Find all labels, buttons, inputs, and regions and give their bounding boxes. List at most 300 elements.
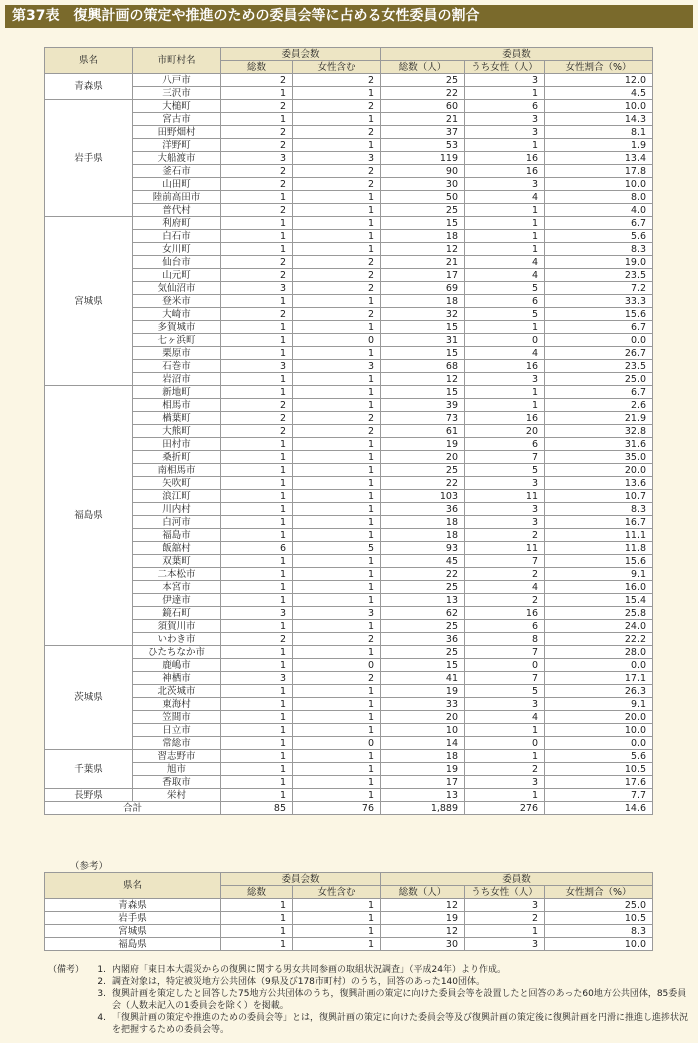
municipality-cell: ひたちなか市 [133,646,221,659]
members-women-cell: 2 [465,529,545,542]
committee-total-cell: 1 [221,737,293,750]
municipality-cell: 田野畑村 [133,126,221,139]
committee-total-cell: 1 [221,230,293,243]
women-ratio-cell: 8.1 [545,126,653,139]
members-women-cell: 1 [465,789,545,802]
committee-total-cell: 1 [221,87,293,100]
committee-incl-women-cell: 1 [293,477,381,490]
women-ratio-cell: 4.0 [545,204,653,217]
main-table-body [45,74,653,815]
table-row [45,256,653,269]
ref-m-total-cell: 12 [381,925,465,938]
members-women-cell: 6 [465,438,545,451]
committee-total-cell: 2 [221,100,293,113]
members-total-cell: 22 [381,568,465,581]
members-total-cell: 21 [381,113,465,126]
committee-total-cell: 1 [221,581,293,594]
members-women-cell: 0 [465,334,545,347]
total-row [45,802,653,815]
municipality-cell: 伊達市 [133,594,221,607]
committee-incl-women-cell: 1 [293,776,381,789]
women-ratio-cell: 9.1 [545,568,653,581]
table-row [45,529,653,542]
table-row [45,737,653,750]
ref-c-total-cell: 1 [221,899,293,912]
committee-incl-women-cell: 2 [293,178,381,191]
members-women-cell: 1 [465,230,545,243]
committee-total-cell: 1 [221,243,293,256]
municipality-cell: 相馬市 [133,399,221,412]
reference-row [45,938,653,951]
committee-incl-women-cell: 0 [293,659,381,672]
table-row [45,490,653,503]
note-indent [48,976,88,988]
women-ratio-cell: 9.1 [545,698,653,711]
main-table-wrap [44,47,652,815]
table-row [45,503,653,516]
members-total-cell: 37 [381,126,465,139]
committee-total-cell: 1 [221,529,293,542]
committee-incl-women-cell: 2 [293,100,381,113]
header-pref: 県名 [45,48,133,74]
committee-total-cell: 1 [221,555,293,568]
committee-total-cell: 3 [221,672,293,685]
members-total-cell: 103 [381,490,465,503]
municipality-cell: 山田町 [133,178,221,191]
committee-incl-women-cell: 2 [293,633,381,646]
ref-c-total-cell: 1 [221,925,293,938]
committee-incl-women-cell: 5 [293,542,381,555]
members-total-cell: 93 [381,542,465,555]
women-ratio-cell: 21.9 [545,412,653,425]
ref-prefecture-cell: 岩手県 [45,912,221,925]
committee-total-cell: 1 [221,594,293,607]
women-ratio-cell: 33.3 [545,295,653,308]
committee-incl-women-cell: 2 [293,256,381,269]
committee-total-cell: 1 [221,750,293,763]
members-total-cell: 10 [381,724,465,737]
ref-header-members-total: 総数（人） [381,886,465,899]
members-women-cell: 6 [465,100,545,113]
table-row [45,217,653,230]
table-row [45,607,653,620]
committee-total-cell: 1 [221,321,293,334]
members-total-cell: 15 [381,321,465,334]
members-total-cell: 17 [381,269,465,282]
women-ratio-cell: 11.8 [545,542,653,555]
table-row [45,87,653,100]
members-women-cell: 5 [465,685,545,698]
members-total-cell: 119 [381,152,465,165]
committee-total-cell: 1 [221,477,293,490]
municipality-cell: 鏡石町 [133,607,221,620]
women-ratio-cell: 17.8 [545,165,653,178]
table-row [45,685,653,698]
municipality-cell: 大槌町 [133,100,221,113]
committee-total-cell: 1 [221,698,293,711]
committee-incl-women-cell: 1 [293,113,381,126]
table-row [45,74,653,87]
municipality-cell: 釜石市 [133,165,221,178]
table-row [45,204,653,217]
women-ratio-cell: 10.0 [545,724,653,737]
table-row [45,425,653,438]
members-total-cell: 36 [381,633,465,646]
notes-list [48,964,688,1036]
committee-total-cell: 3 [221,152,293,165]
members-total-cell: 36 [381,503,465,516]
table-row [45,347,653,360]
members-total-cell: 18 [381,516,465,529]
table-row [45,412,653,425]
committee-incl-women-cell: 1 [293,87,381,100]
prefecture-cell: 長野県 [45,789,133,802]
committee-incl-women-cell: 1 [293,568,381,581]
committee-total-cell: 2 [221,269,293,282]
members-total-cell: 13 [381,789,465,802]
committee-incl-women-cell: 1 [293,386,381,399]
ref-c-women-cell: 1 [293,899,381,912]
committee-total-cell: 1 [221,464,293,477]
reference-table-header [45,873,653,899]
note-text: 復興計画を策定したと回答した75地方公共団体のうち，復興計画の策定に向けた委員会等を設置したと回答のあった60地方公共団体，85委員会（人数未記入の1委員会を除く）を掲載。 [112,989,687,1011]
municipality-cell: 岩沼市 [133,373,221,386]
prefecture-cell: 岩手県 [45,100,133,217]
note-indent [48,988,88,1012]
header-members-women: うち女性（人） [465,61,545,74]
committee-incl-women-cell: 1 [293,399,381,412]
ref-m-total-cell: 12 [381,899,465,912]
table-row [45,620,653,633]
members-women-cell: 16 [465,165,545,178]
members-total-cell: 13 [381,594,465,607]
table-row [45,308,653,321]
municipality-cell: 桑折町 [133,451,221,464]
table-row [45,139,653,152]
committee-incl-women-cell: 1 [293,516,381,529]
committee-total-cell: 2 [221,126,293,139]
committee-incl-women-cell: 1 [293,295,381,308]
members-women-cell: 1 [465,243,545,256]
table-row [45,152,653,165]
note-number: 1. [97,965,106,975]
municipality-cell: 陸前高田市 [133,191,221,204]
municipality-cell: 仙台市 [133,256,221,269]
women-ratio-cell: 14.3 [545,113,653,126]
members-women-cell: 3 [465,776,545,789]
members-women-cell: 8 [465,633,545,646]
ref-m-women-cell: 2 [465,912,545,925]
table-row [45,113,653,126]
committee-incl-women-cell: 1 [293,204,381,217]
ref-header-members-group: 委員数 [381,873,653,886]
women-ratio-cell: 0.0 [545,334,653,347]
note-text: 「復興計画の策定や推進のための委員会等」とは，復興計画の策定に向けた委員会等及び復興計画の策定後に復興計画を円滑に推進し進捗状況を把握するための委員会等。 [112,1013,689,1035]
ref-ratio-cell: 10.0 [545,938,653,951]
members-total-cell: 31 [381,334,465,347]
committee-incl-women-cell: 1 [293,464,381,477]
members-women-cell: 1 [465,139,545,152]
committee-incl-women-cell: 1 [293,698,381,711]
committee-total-cell: 3 [221,607,293,620]
table-row [45,750,653,763]
committee-incl-women-cell: 1 [293,438,381,451]
table-row [45,698,653,711]
women-ratio-cell: 1.9 [545,139,653,152]
table-row [45,451,653,464]
committee-incl-women-cell: 2 [293,412,381,425]
ref-c-total-cell: 1 [221,912,293,925]
municipality-cell: 女川町 [133,243,221,256]
municipality-cell: 常総市 [133,737,221,750]
municipality-cell: 鹿嶋市 [133,659,221,672]
members-total-cell: 25 [381,464,465,477]
members-total-cell: 50 [381,191,465,204]
total-ratio-cell: 14.6 [545,802,653,815]
committee-incl-women-cell: 1 [293,451,381,464]
members-women-cell: 1 [465,724,545,737]
main-table-header [45,48,653,74]
committee-incl-women-cell: 2 [293,269,381,282]
table-row [45,334,653,347]
members-women-cell: 1 [465,399,545,412]
members-women-cell: 1 [465,217,545,230]
municipality-cell: 石巻市 [133,360,221,373]
members-total-cell: 53 [381,139,465,152]
committee-incl-women-cell: 0 [293,334,381,347]
municipality-cell: 川内村 [133,503,221,516]
municipality-cell: 白河市 [133,516,221,529]
committee-incl-women-cell: 1 [293,373,381,386]
members-women-cell: 3 [465,178,545,191]
women-ratio-cell: 6.7 [545,217,653,230]
table-row [45,464,653,477]
note-item [48,988,688,1012]
table-row [45,724,653,737]
municipality-cell: 浪江町 [133,490,221,503]
members-women-cell: 4 [465,581,545,594]
members-total-cell: 18 [381,750,465,763]
committee-total-cell: 1 [221,503,293,516]
municipality-cell: 田村市 [133,438,221,451]
municipality-cell: 二本松市 [133,568,221,581]
committee-total-cell: 1 [221,685,293,698]
members-women-cell: 11 [465,490,545,503]
note-indent [48,1012,88,1036]
committee-total-cell: 2 [221,425,293,438]
committee-total-cell: 1 [221,711,293,724]
committee-incl-women-cell: 1 [293,724,381,737]
members-total-cell: 32 [381,308,465,321]
municipality-cell: 山元町 [133,269,221,282]
women-ratio-cell: 15.4 [545,594,653,607]
committee-incl-women-cell: 3 [293,360,381,373]
committee-total-cell: 1 [221,763,293,776]
table-row [45,711,653,724]
committee-total-cell: 1 [221,789,293,802]
table-row [45,659,653,672]
header-members-total: 総数（人） [381,61,465,74]
members-total-cell: 45 [381,555,465,568]
notes-head: （備考） [48,965,85,975]
total-label: 合計 [45,802,221,815]
members-total-cell: 20 [381,451,465,464]
committee-total-cell: 1 [221,776,293,789]
members-women-cell: 7 [465,451,545,464]
main-table [44,47,653,815]
municipality-cell: 登米市 [133,295,221,308]
header-committee-total: 総数 [221,61,293,74]
municipality-cell: 宮古市 [133,113,221,126]
municipality-cell: 七ヶ浜町 [133,334,221,347]
committee-incl-women-cell: 2 [293,126,381,139]
committee-total-cell: 3 [221,360,293,373]
members-women-cell: 16 [465,607,545,620]
women-ratio-cell: 8.3 [545,503,653,516]
table-row [45,295,653,308]
committee-total-cell: 1 [221,646,293,659]
members-women-cell: 5 [465,282,545,295]
members-women-cell: 0 [465,659,545,672]
members-total-cell: 25 [381,204,465,217]
reference-table-wrap [44,872,652,951]
municipality-cell: 洋野町 [133,139,221,152]
members-women-cell: 3 [465,516,545,529]
women-ratio-cell: 8.0 [545,191,653,204]
women-ratio-cell: 2.6 [545,399,653,412]
women-ratio-cell: 35.0 [545,451,653,464]
prefecture-cell: 千葉県 [45,750,133,789]
women-ratio-cell: 5.6 [545,230,653,243]
members-women-cell: 3 [465,74,545,87]
committee-total-cell: 1 [221,724,293,737]
members-total-cell: 17 [381,776,465,789]
women-ratio-cell: 26.3 [545,685,653,698]
members-women-cell: 2 [465,568,545,581]
committee-incl-women-cell: 1 [293,789,381,802]
table-row [45,399,653,412]
members-women-cell: 4 [465,711,545,724]
committee-incl-women-cell: 2 [293,308,381,321]
municipality-cell: 習志野市 [133,750,221,763]
municipality-cell: 気仙沼市 [133,282,221,295]
prefecture-cell: 茨城県 [45,646,133,750]
table-row [45,191,653,204]
note-number: 4. [97,1013,106,1023]
municipality-cell: 栗原市 [133,347,221,360]
members-total-cell: 22 [381,477,465,490]
committee-total-cell: 1 [221,659,293,672]
committee-incl-women-cell: 2 [293,74,381,87]
note-item [48,976,688,988]
ref-header-committee-total: 総数 [221,886,293,899]
note-item [48,1012,688,1036]
municipality-cell: 南相馬市 [133,464,221,477]
committee-total-cell: 1 [221,334,293,347]
reference-label: （参考） [70,861,109,872]
members-women-cell: 16 [465,360,545,373]
members-women-cell: 4 [465,269,545,282]
members-women-cell: 16 [465,412,545,425]
women-ratio-cell: 31.6 [545,438,653,451]
ref-c-women-cell: 1 [293,912,381,925]
women-ratio-cell: 15.6 [545,308,653,321]
note-number: 2. [97,977,106,987]
ref-m-total-cell: 19 [381,912,465,925]
women-ratio-cell: 26.7 [545,347,653,360]
members-women-cell: 3 [465,477,545,490]
header-committees-group: 委員会数 [221,48,381,61]
members-women-cell: 1 [465,750,545,763]
total-m-total-cell: 1,889 [381,802,465,815]
total-c-total-cell: 85 [221,802,293,815]
municipality-cell: 八戸市 [133,74,221,87]
table-row [45,100,653,113]
table-row [45,373,653,386]
women-ratio-cell: 5.6 [545,750,653,763]
women-ratio-cell: 15.6 [545,555,653,568]
members-women-cell: 2 [465,763,545,776]
committee-total-cell: 2 [221,399,293,412]
municipality-cell: いわき市 [133,633,221,646]
committee-incl-women-cell: 1 [293,711,381,724]
table-row [45,269,653,282]
table-row [45,763,653,776]
members-total-cell: 18 [381,295,465,308]
header-members-group: 委員数 [381,48,653,61]
reference-row [45,912,653,925]
members-total-cell: 25 [381,581,465,594]
table-row [45,386,653,399]
members-total-cell: 25 [381,74,465,87]
table-row [45,672,653,685]
municipality-cell: 矢吹町 [133,477,221,490]
reference-table-body [45,899,653,951]
women-ratio-cell: 7.2 [545,282,653,295]
committee-total-cell: 3 [221,282,293,295]
members-women-cell: 0 [465,737,545,750]
committee-incl-women-cell: 0 [293,737,381,750]
members-total-cell: 12 [381,243,465,256]
total-c-women-cell: 76 [293,802,381,815]
committee-incl-women-cell: 1 [293,750,381,763]
members-total-cell: 15 [381,347,465,360]
committee-incl-women-cell: 3 [293,607,381,620]
municipality-cell: 福島市 [133,529,221,542]
members-total-cell: 22 [381,87,465,100]
members-total-cell: 69 [381,282,465,295]
members-total-cell: 90 [381,165,465,178]
municipality-cell: 飯舘村 [133,542,221,555]
table-row [45,594,653,607]
committee-total-cell: 2 [221,74,293,87]
committee-total-cell: 2 [221,204,293,217]
women-ratio-cell: 19.0 [545,256,653,269]
women-ratio-cell: 0.0 [545,737,653,750]
women-ratio-cell: 28.0 [545,646,653,659]
municipality-cell: 香取市 [133,776,221,789]
women-ratio-cell: 13.6 [545,477,653,490]
members-total-cell: 68 [381,360,465,373]
prefecture-cell: 青森県 [45,74,133,100]
committee-incl-women-cell: 1 [293,620,381,633]
ref-prefecture-cell: 福島県 [45,938,221,951]
reference-table [44,872,653,951]
members-women-cell: 6 [465,295,545,308]
municipality-cell: 白石市 [133,230,221,243]
women-ratio-cell: 11.1 [545,529,653,542]
women-ratio-cell: 25.0 [545,373,653,386]
